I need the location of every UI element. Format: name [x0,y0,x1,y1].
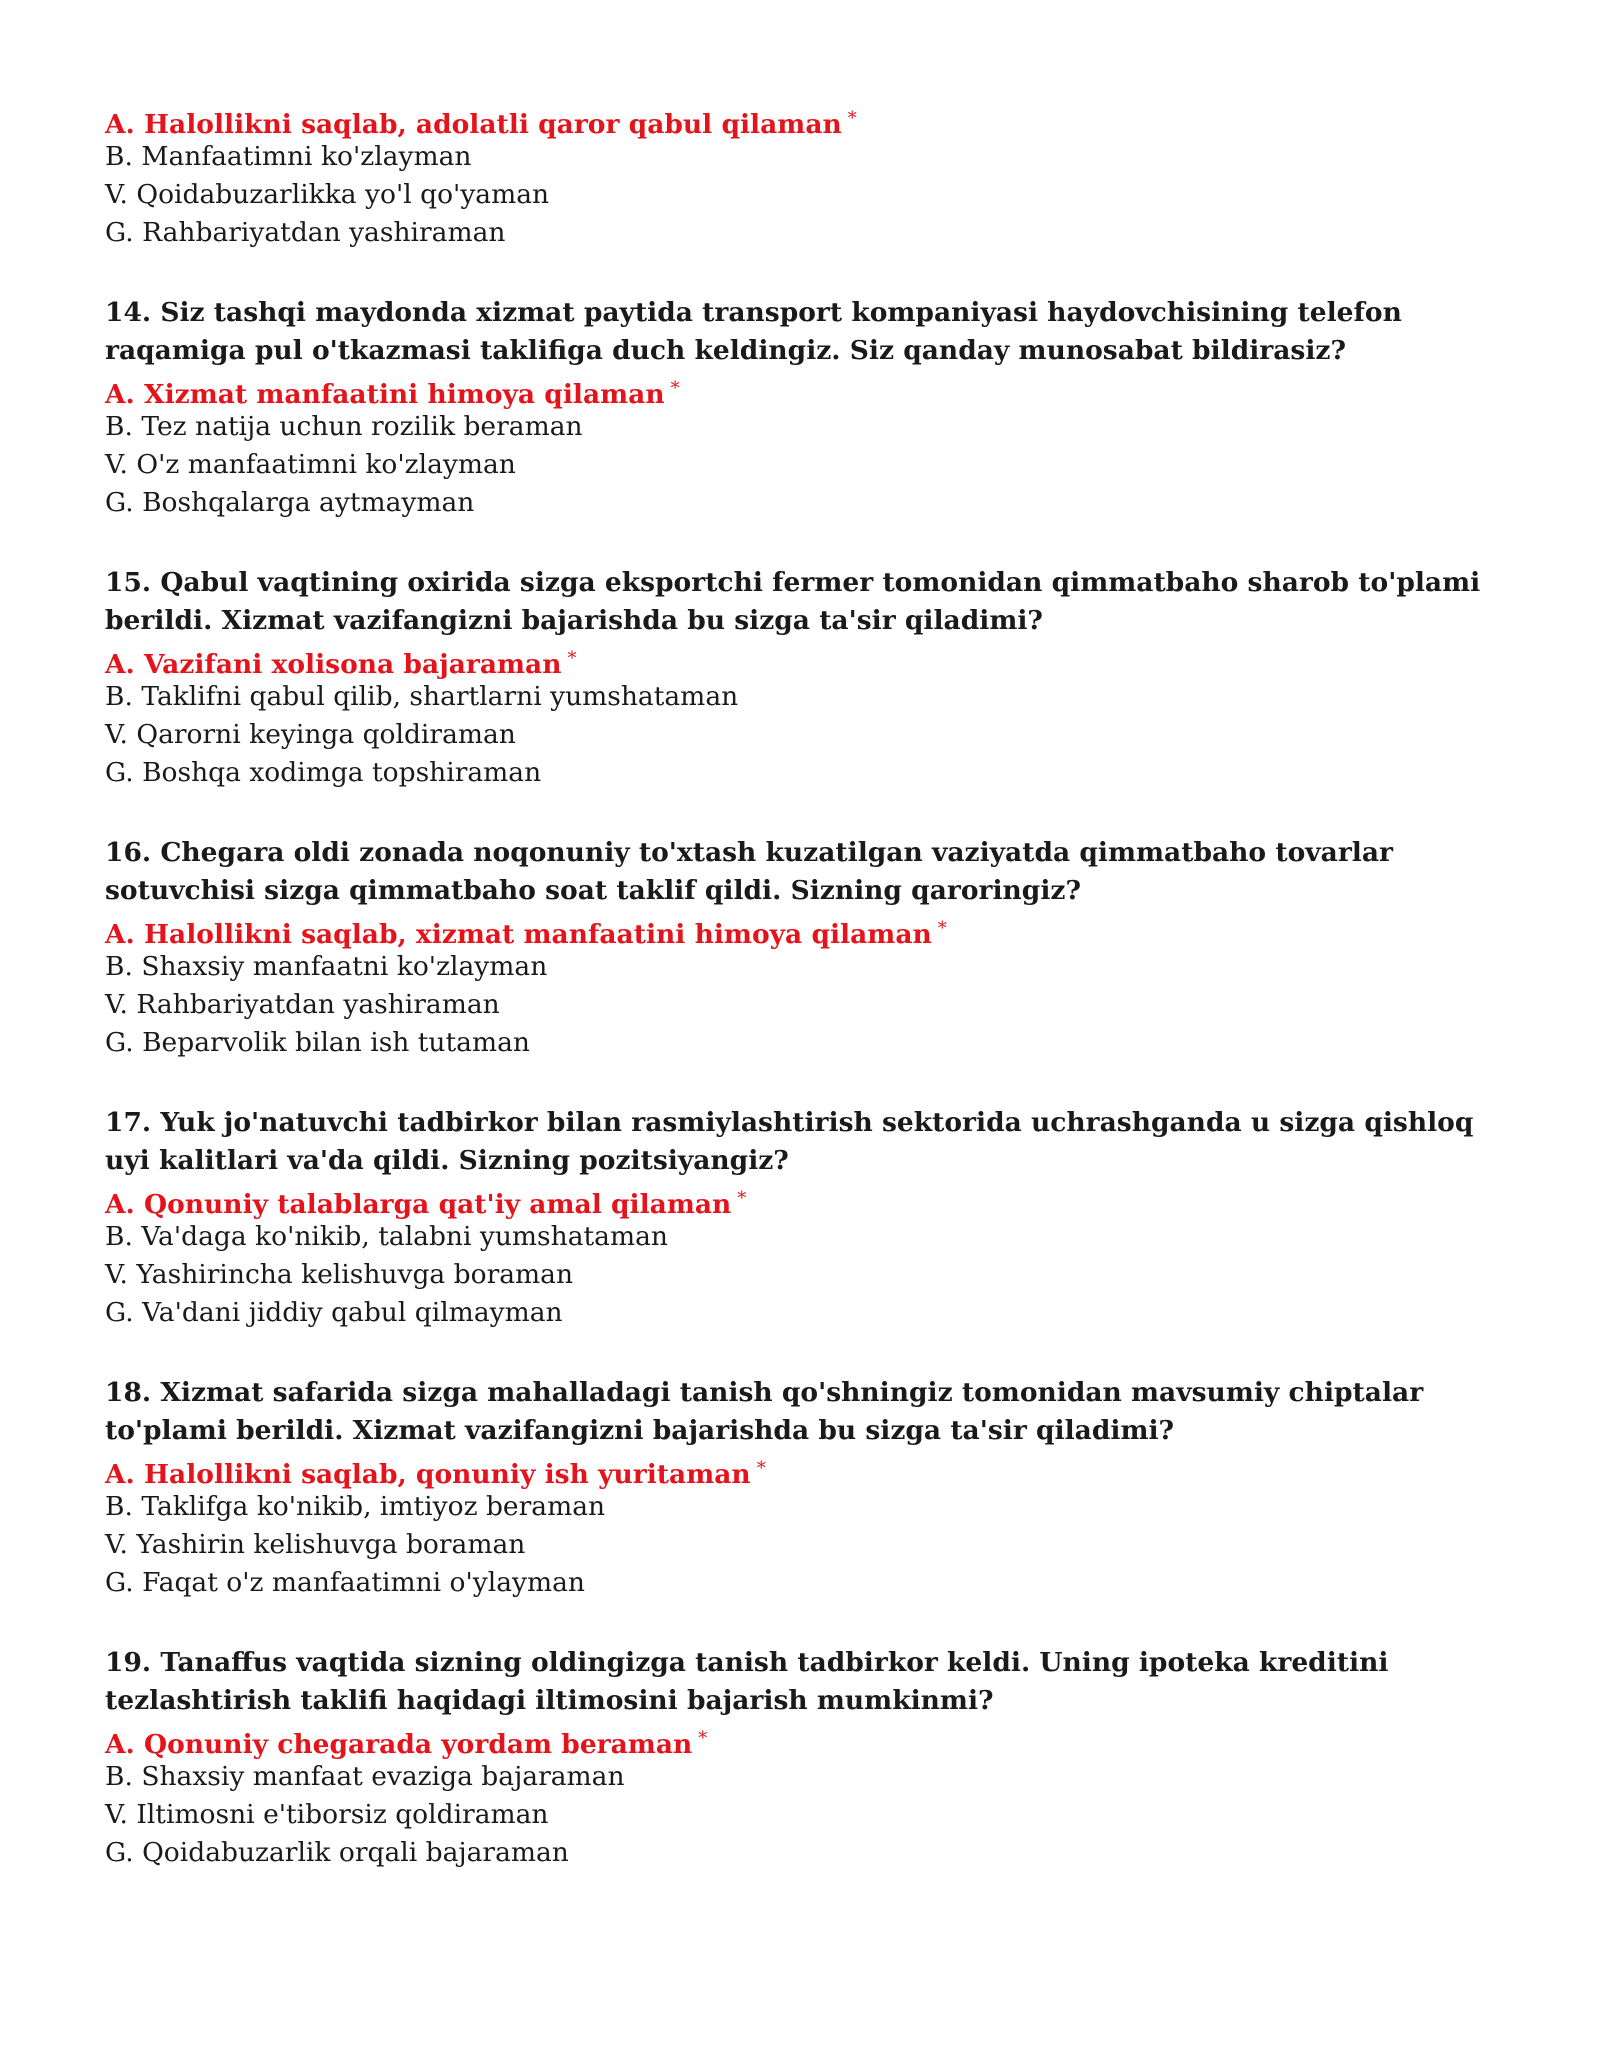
answer-option: G. Boshqalarga aytmayman [105,487,475,518]
answer-option: B. Taklifni qabul qilib, shartlarni yumshataman [105,681,739,712]
answer-option: G. Qoidabuzarlik orqali bajaraman [105,1837,569,1868]
answer-option: V. Rahbariyatdan yashiraman [105,989,500,1020]
answer-option: V. Yashirin kelishuvga boraman [105,1529,526,1560]
answer-option: B. Taklifga ko'nikib, imtiyoz beraman [105,1491,606,1522]
correct-mark: * [937,918,947,939]
question-text: 19. Tanaffus vaqtida sizning oldingizga tanish tadbirkor keldi. Uning ipoteka kreditini tezlashtirish taklifi haqidagi iltimosini bajarish mumkinmi? [105,1647,1389,1716]
question-text: 17. Yuk jo'natuvchi tadbirkor bilan rasmiylashtirish sektorida uchrashganda u sizga qishloq uyi kalitlari va'da qildi. Sizning pozitsiyangiz? [105,1107,1474,1176]
answer-group-13 [105,100,1505,252]
answer-option: B. Manfaatimni ko'zlayman [105,141,472,172]
answer-option-correct: A. Qonuniy talablarga qat'iy amal qilaman * [105,1188,747,1220]
question-text: 14. Siz tashqi maydonda xizmat paytida transport kompaniyasi haydovchisining telefon raqamiga pul o'tkazmasi taklifiga duch keldingiz. Siz qanday munosabat bildirasiz? [105,297,1402,366]
correct-mark: * [670,378,680,399]
answer-option-correct: A. Halollikni saqlab, qonuniy ish yuritaman * [105,1458,766,1490]
answer-option: B. Va'daga ko'nikib, talabni yumshataman [105,1221,668,1252]
question-19 [105,1644,1505,1872]
answer-option: B. Tez natija uchun rozilik beraman [105,411,583,442]
correct-mark: * [756,1458,766,1479]
correct-mark: * [698,1728,708,1749]
correct-mark: * [567,648,577,669]
answer-option: G. Faqat o'z manfaatimni o'ylayman [105,1567,585,1598]
answer-option: G. Va'dani jiddiy qabul qilmayman [105,1297,563,1328]
answer-option-correct: A. Halollikni saqlab, xizmat manfaatini himoya qilaman * [105,918,947,950]
question-14 [105,294,1505,522]
answer-option: V. Iltimosni e'tiborsiz qoldiraman [105,1799,549,1830]
answer-option-correct: A. Vazifani xolisona bajaraman * [105,648,577,680]
quiz-document [105,100,1505,1872]
answer-option: V. O'z manfaatimni ko'zlayman [105,449,516,480]
correct-mark: * [847,108,857,129]
correct-mark: * [737,1188,747,1209]
answer-option: V. Qarorni keyinga qoldiraman [105,719,516,750]
question-15 [105,564,1505,792]
question-text: 16. Chegara oldi zonada noqonuniy to'xtash kuzatilgan vaziyatda qimmatbaho tovarlar sotuvchisi sizga qimmatbaho soat taklif qildi. Sizning qaroringiz? [105,837,1393,906]
answer-option: B. Shaxsiy manfaatni ko'zlayman [105,951,548,982]
answer-option: G. Rahbariyatdan yashiraman [105,217,506,248]
answer-option: V. Yashirincha kelishuvga boraman [105,1259,574,1290]
answer-option: G. Boshqa xodimga topshiraman [105,757,542,788]
question-18 [105,1374,1505,1602]
question-text: 18. Xizmat safarida sizga mahalladagi tanish qo'shningiz tomonidan mavsumiy chiptalar to'plami berildi. Xizmat vazifangizni bajarishda bu sizga ta'sir qiladimi? [105,1377,1424,1446]
answer-option-correct: A. Halollikni saqlab, adolatli qaror qabul qilaman * [105,108,857,140]
question-text: 15. Qabul vaqtining oxirida sizga eksportchi fermer tomonidan qimmatbaho sharob to'plami berildi. Xizmat vazifangizni bajarishda bu sizga ta'sir qiladimi? [105,567,1481,636]
answer-option: B. Shaxsiy manfaat evaziga bajaraman [105,1761,625,1792]
question-16 [105,834,1505,1062]
answer-option-correct: A. Xizmat manfaatini himoya qilaman * [105,378,680,410]
answer-option-correct: A. Qonuniy chegarada yordam beraman * [105,1728,708,1760]
answer-option: V. Qoidabuzarlikka yo'l qo'yaman [105,179,550,210]
question-17 [105,1104,1505,1332]
answer-option: G. Beparvolik bilan ish tutaman [105,1027,530,1058]
